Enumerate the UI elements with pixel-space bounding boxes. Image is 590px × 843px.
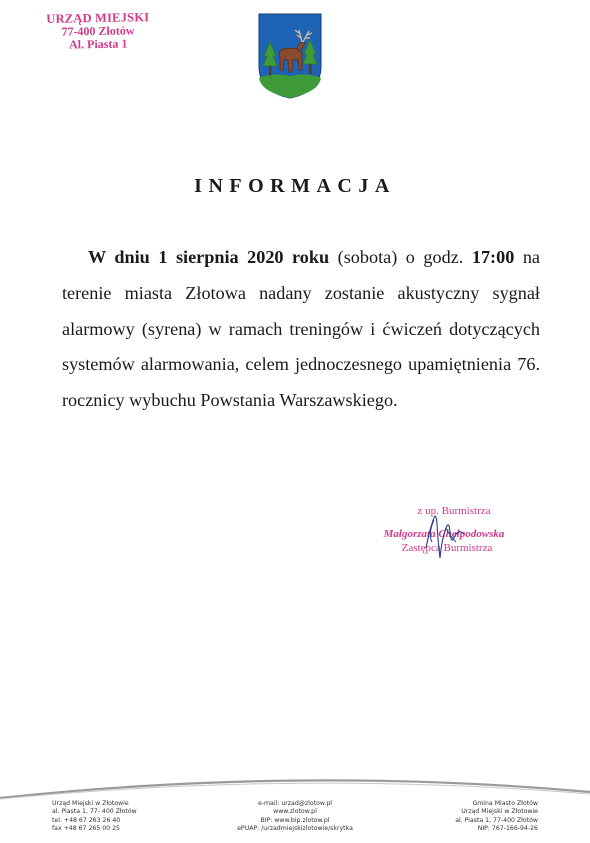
- footer-contact: [210, 800, 380, 834]
- footer-right-line: NIP: 767-166-94-26: [477, 825, 538, 833]
- footer-right-line: Urząd Miejski w Złotowie: [461, 808, 538, 816]
- coat-of-arms-icon: [257, 12, 323, 100]
- signature-name: Małgorzata Chełpodowska: [383, 528, 505, 540]
- document-title: INFORMACJA: [194, 175, 396, 197]
- footer-address: [52, 800, 137, 834]
- footer-mid-line: www.zlotow.pl: [273, 808, 317, 816]
- footer-left-line: fax +48 67 265 00 25: [52, 825, 120, 833]
- footer-divider: [0, 770, 590, 800]
- footer-left-line: al. Piasta 1, 77- 400 Złotów: [52, 808, 137, 816]
- footer-tax-info: [455, 800, 538, 834]
- stamp-line-1: URZĄD MIEJSKI: [46, 10, 150, 26]
- announcement-paragraph: [62, 240, 540, 419]
- text-part-2: na terenie miasta Złotowa nadany zostanie akustyczny sygnał alarmowy (syrena) w ramach treningów i ćwiczeń dotyczących systemów alarmowania, celem jednoczesnego upamiętnienia 76. rocznicy wybuchu Powstania Warszawskiego.: [62, 247, 540, 411]
- date-bold: W dniu 1 sierpnia 2020 roku: [88, 247, 330, 267]
- stamp-line-3: Al. Piasta 1: [68, 36, 128, 52]
- footer-mid-line: ePUAP: /urzadmiejskizlotowie/skrytka: [237, 825, 353, 833]
- stamp-line-2: 77-400 Złotów: [61, 23, 135, 39]
- footer-left-line: tel. +48 67 263 26 40: [52, 816, 121, 824]
- footer-mid-line: BIP: www.bip.zlotow.pl: [260, 816, 330, 824]
- handwritten-signature: [420, 498, 470, 568]
- announcement-text: [62, 240, 540, 419]
- footer-right-line: Gmina Miasto Złotów: [472, 800, 538, 807]
- signature-line-1: z up. Burmistrza: [417, 505, 491, 517]
- footer-left-line: Urząd Miejski w Złotowie: [52, 800, 129, 807]
- footer-right-line: al. Piasta 1, 77-400 Złotów: [455, 816, 538, 824]
- footer-mid-line: e-mail: urzad@zlotow.pl: [257, 800, 333, 807]
- time-bold: 17:00: [471, 247, 515, 267]
- signature-role: Zastępca Burmistrza: [401, 542, 493, 554]
- office-stamp: [42, 11, 155, 52]
- text-part-1: (sobota) o godz.: [329, 247, 472, 267]
